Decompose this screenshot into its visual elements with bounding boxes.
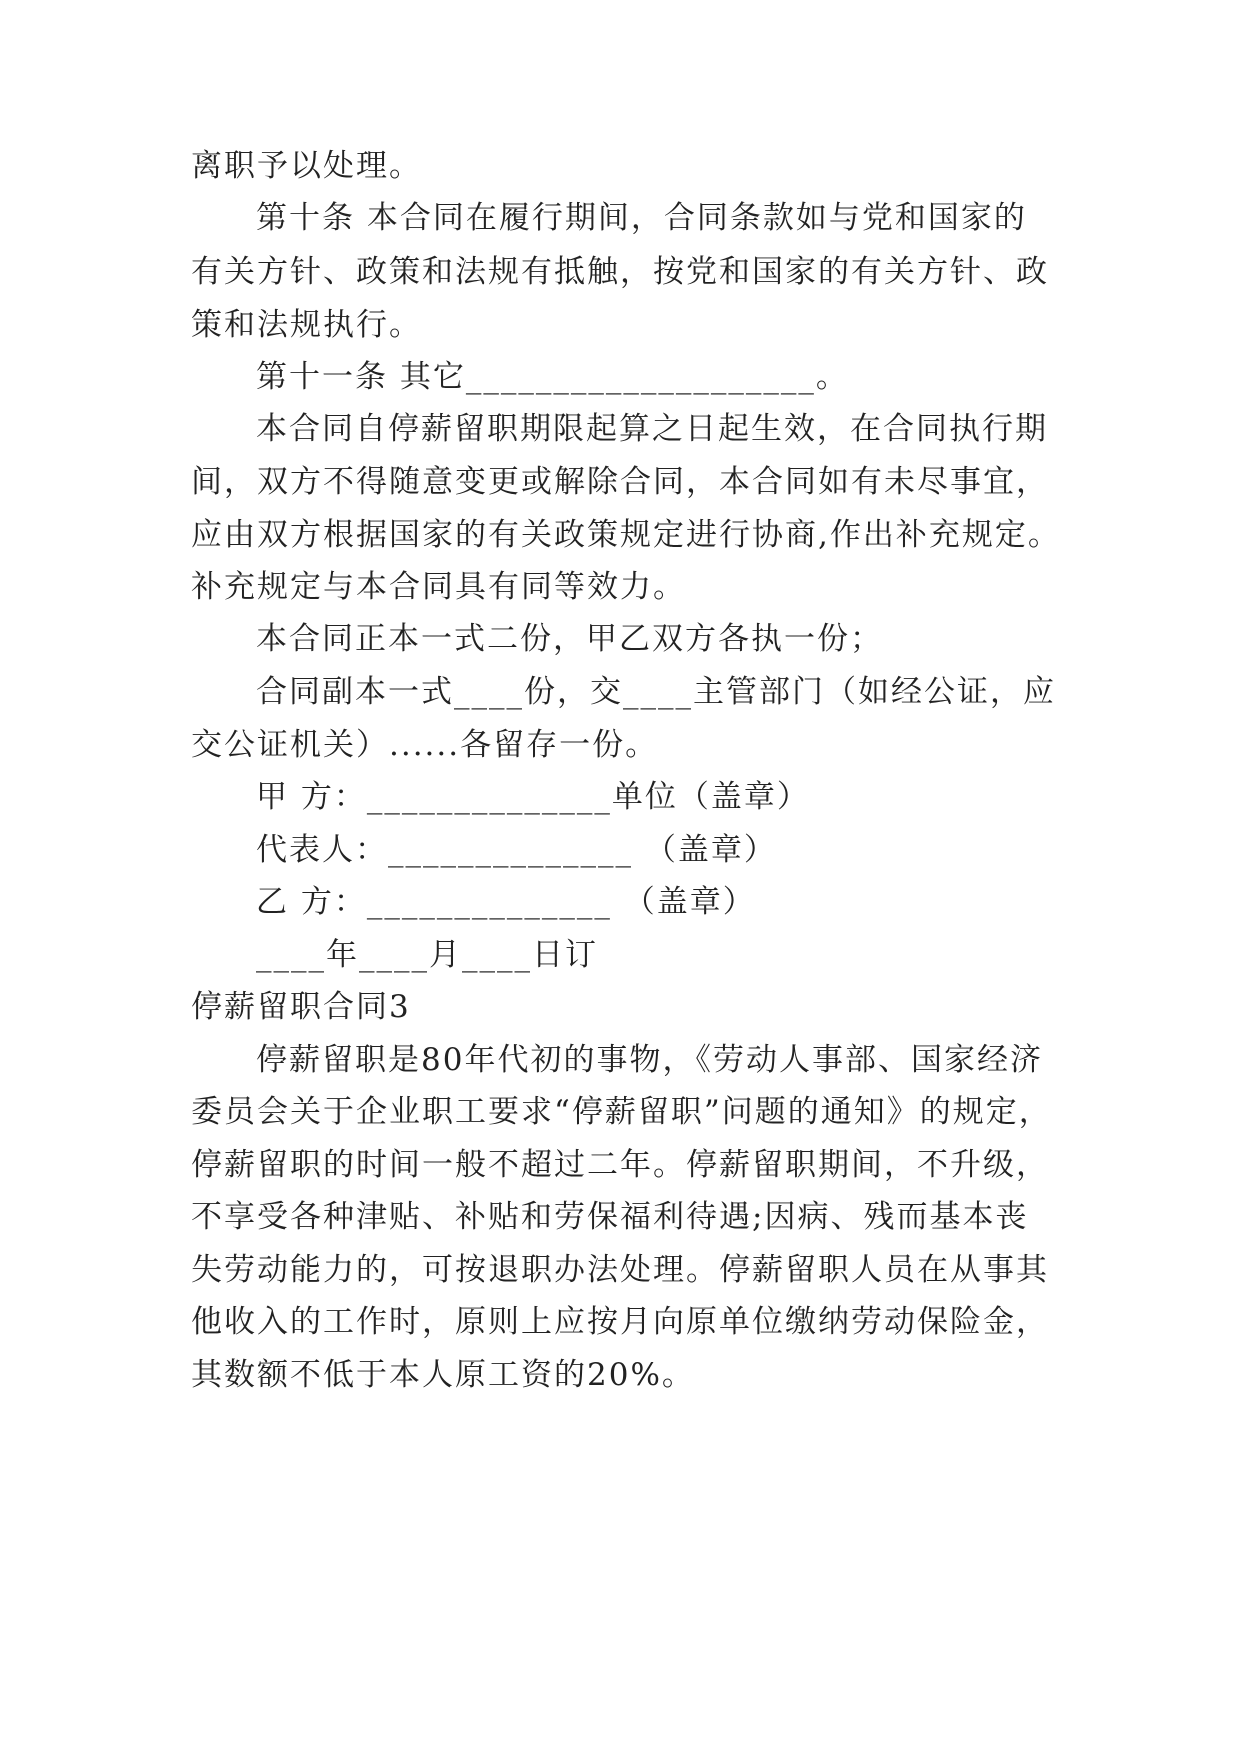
text-line: 有关方针、政策和法规有抵触，按党和国家的有关方针、政 bbox=[191, 254, 1049, 290]
text-line: 合同副本一式____份，交____主管部门（如经公证，应 bbox=[256, 674, 1056, 710]
text-line: 交公证机关）......各留存一份。 bbox=[191, 727, 659, 763]
text-line: 离职予以处理。 bbox=[191, 148, 422, 184]
text-line: 补充规定与本合同具有同等效力。 bbox=[191, 569, 686, 605]
text-line: 停薪留职的时间一般不超过二年。停薪留职期间，不升级， bbox=[191, 1147, 1049, 1183]
text-line-article-11: 第十一条 其它____________________。 bbox=[256, 359, 849, 395]
text-line: 不享受各种津贴、补贴和劳保福利待遇;因病、残而基本丧 bbox=[191, 1199, 1029, 1235]
text-line: 应由双方根据国家的有关政策规定进行协商,作出补充规定。 bbox=[191, 517, 1061, 553]
text-line: 间，双方不得随意变更或解除合同，本合同如有未尽事宜， bbox=[191, 464, 1049, 500]
text-line: 他收入的工作时，原则上应按月向原单位缴纳劳动保险金， bbox=[191, 1304, 1049, 1340]
text-line: 停薪留职是80年代初的事物，《劳动人事部、国家经济 bbox=[256, 1042, 1043, 1078]
section-title: 停薪留职合同3 bbox=[191, 989, 411, 1025]
text-line: 策和法规执行。 bbox=[191, 307, 422, 343]
text-line: 本合同正本一式二份，甲乙双方各执一份； bbox=[256, 621, 883, 657]
text-line: 失劳动能力的，可按退职办法处理。停薪留职人员在从事其 bbox=[191, 1252, 1049, 1288]
party-a-line: 甲 方：______________单位（盖章） bbox=[256, 779, 810, 815]
representative-line: 代表人：______________ （盖章） bbox=[256, 832, 777, 868]
text-line: 其数额不低于本人原工资的20%。 bbox=[191, 1357, 695, 1393]
text-line-article-10: 第十条 本合同在履行期间，合同条款如与党和国家的 bbox=[256, 200, 1027, 236]
party-b-line: 乙 方：______________ （盖章） bbox=[256, 884, 756, 920]
text-line: 委员会关于企业职工要求“停薪留职”问题的通知》的规定， bbox=[191, 1094, 1052, 1130]
date-line: ____年____月____日订 bbox=[256, 937, 598, 973]
text-line: 本合同自停薪留职期限起算之日起生效，在合同执行期 bbox=[256, 411, 1048, 447]
